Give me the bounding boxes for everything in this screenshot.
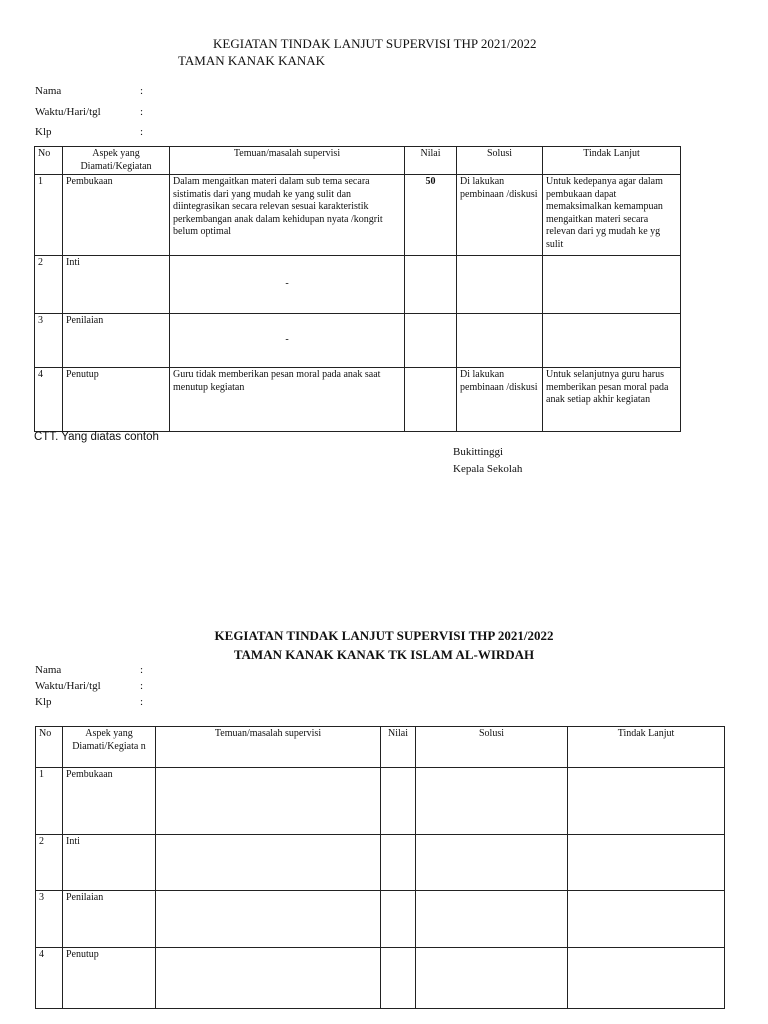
doc1-field-waktu: Waktu/Hari/tgl bbox=[35, 106, 101, 118]
row-no: 1 bbox=[35, 175, 63, 256]
row-no: 3 bbox=[36, 891, 63, 948]
row-aspek: Pembukaan bbox=[63, 175, 170, 256]
header-aspek: Aspek yang Diamati/Kegiatan bbox=[63, 147, 170, 175]
row-temuan bbox=[156, 768, 381, 835]
row-aspek: Penutup bbox=[63, 368, 170, 432]
doc1-field-klp: Klp bbox=[35, 126, 52, 138]
table-row bbox=[36, 948, 725, 1009]
header-temuan: Temuan/masalah supervisi bbox=[156, 727, 381, 768]
table-row bbox=[35, 368, 681, 432]
row-nilai bbox=[381, 948, 416, 1009]
row-temuan: - bbox=[170, 314, 405, 368]
row-no: 3 bbox=[35, 314, 63, 368]
row-no: 2 bbox=[36, 835, 63, 891]
row-tindak-lanjut bbox=[543, 314, 681, 368]
doc2-field-klp: Klp bbox=[35, 696, 52, 708]
row-no: 2 bbox=[35, 256, 63, 314]
row-temuan: Dalam mengaitkan materi dalam sub tema secara sistimatis dari yang mudah ke yang sulit dan diintegrasikan secara relevan sesuai karakteristik perkembangan anak dalam kehidupan nyata /kongrit belum optimal bbox=[170, 175, 405, 256]
row-nilai bbox=[381, 768, 416, 835]
row-nilai bbox=[405, 256, 457, 314]
header-temuan: Temuan/masalah supervisi bbox=[170, 147, 405, 175]
doc2-field-waktu-colon: : bbox=[140, 680, 144, 692]
row-temuan bbox=[156, 948, 381, 1009]
row-tindak-lanjut bbox=[568, 948, 725, 1009]
doc2-supervision-table bbox=[35, 726, 725, 1009]
row-solusi: Di lakukan pembinaan /diskusi bbox=[457, 175, 543, 256]
row-nilai bbox=[381, 891, 416, 948]
header-no: No bbox=[36, 727, 63, 768]
row-solusi: Di lakukan pembinaan /diskusi bbox=[457, 368, 543, 432]
table-row bbox=[35, 256, 681, 314]
doc1-supervision-table bbox=[34, 146, 681, 432]
table-row bbox=[35, 175, 681, 256]
row-no: 1 bbox=[36, 768, 63, 835]
table-row bbox=[36, 768, 725, 835]
table-row bbox=[35, 314, 681, 368]
doc2-title-line1: KEGIATAN TINDAK LANJUT SUPERVISI THP 2021/2022 bbox=[214, 628, 554, 643]
header-aspek: Aspek yang Diamati/Kegiata n bbox=[63, 727, 156, 768]
row-nilai bbox=[381, 835, 416, 891]
row-aspek: Penutup bbox=[63, 948, 156, 1009]
doc1-field-nama: Nama bbox=[35, 85, 62, 97]
row-solusi bbox=[416, 948, 568, 1009]
row-tindak-lanjut bbox=[568, 768, 725, 835]
header-tindak-lanjut: Tindak Lanjut bbox=[568, 727, 725, 768]
row-temuan bbox=[156, 835, 381, 891]
table-row bbox=[36, 891, 725, 948]
doc1-sign-city: Bukittinggi bbox=[453, 446, 504, 458]
doc1-field-nama-colon: : bbox=[140, 85, 144, 97]
table-header-row bbox=[36, 727, 725, 768]
header-nilai: Nilai bbox=[381, 727, 416, 768]
header-nilai: Nilai bbox=[405, 147, 457, 175]
doc1-field-waktu-colon: : bbox=[140, 106, 144, 118]
row-tindak-lanjut: Untuk kedepanya agar dalam pembukaan dapat memaksimalkan kemampuan mengaitkan materi secara relevan dari yg mudah ke yg sulit bbox=[543, 175, 681, 256]
row-tindak-lanjut bbox=[568, 835, 725, 891]
doc1-field-klp-colon: : bbox=[140, 126, 144, 138]
row-temuan: Guru tidak memberikan pesan moral pada anak saat menutup kegiatan bbox=[170, 368, 405, 432]
header-solusi: Solusi bbox=[457, 147, 543, 175]
row-no: 4 bbox=[35, 368, 63, 432]
row-aspek: Pembukaan bbox=[63, 768, 156, 835]
row-tindak-lanjut bbox=[568, 891, 725, 948]
doc2-field-klp-colon: : bbox=[140, 696, 144, 708]
row-solusi bbox=[416, 891, 568, 948]
row-temuan bbox=[156, 891, 381, 948]
doc1-title-line1: KEGIATAN TINDAK LANJUT SUPERVISI THP 2021/2022 bbox=[213, 36, 537, 51]
doc2-title-line2: TAMAN KANAK KANAK TK ISLAM AL-WIRDAH bbox=[233, 647, 535, 662]
row-aspek: Inti bbox=[63, 256, 170, 314]
doc1-note: CTT. Yang diatas contoh bbox=[34, 431, 159, 443]
header-solusi: Solusi bbox=[416, 727, 568, 768]
row-solusi bbox=[457, 314, 543, 368]
doc1-sign-role: Kepala Sekolah bbox=[453, 463, 523, 475]
header-tindak-lanjut: Tindak Lanjut bbox=[543, 147, 681, 175]
row-solusi bbox=[416, 768, 568, 835]
doc2-field-nama: Nama bbox=[35, 664, 62, 676]
row-aspek: Penilaian bbox=[63, 314, 170, 368]
row-aspek: Inti bbox=[63, 835, 156, 891]
table-row bbox=[36, 835, 725, 891]
row-nilai bbox=[405, 314, 457, 368]
doc2-field-nama-colon: : bbox=[140, 664, 144, 676]
table-header-row bbox=[35, 147, 681, 175]
row-solusi bbox=[416, 835, 568, 891]
doc2-field-waktu: Waktu/Hari/tgl bbox=[35, 680, 101, 692]
row-aspek: Penilaian bbox=[63, 891, 156, 948]
header-no: No bbox=[35, 147, 63, 175]
row-solusi bbox=[457, 256, 543, 314]
row-tindak-lanjut bbox=[543, 256, 681, 314]
row-nilai: 50 bbox=[405, 175, 457, 256]
doc1-title-line2: TAMAN KANAK KANAK bbox=[178, 53, 326, 68]
row-temuan: - bbox=[170, 256, 405, 314]
row-no: 4 bbox=[36, 948, 63, 1009]
row-nilai bbox=[405, 368, 457, 432]
row-tindak-lanjut: Untuk selanjutnya guru harus memberikan pesan moral pada anak setiap akhir kegiatan bbox=[543, 368, 681, 432]
